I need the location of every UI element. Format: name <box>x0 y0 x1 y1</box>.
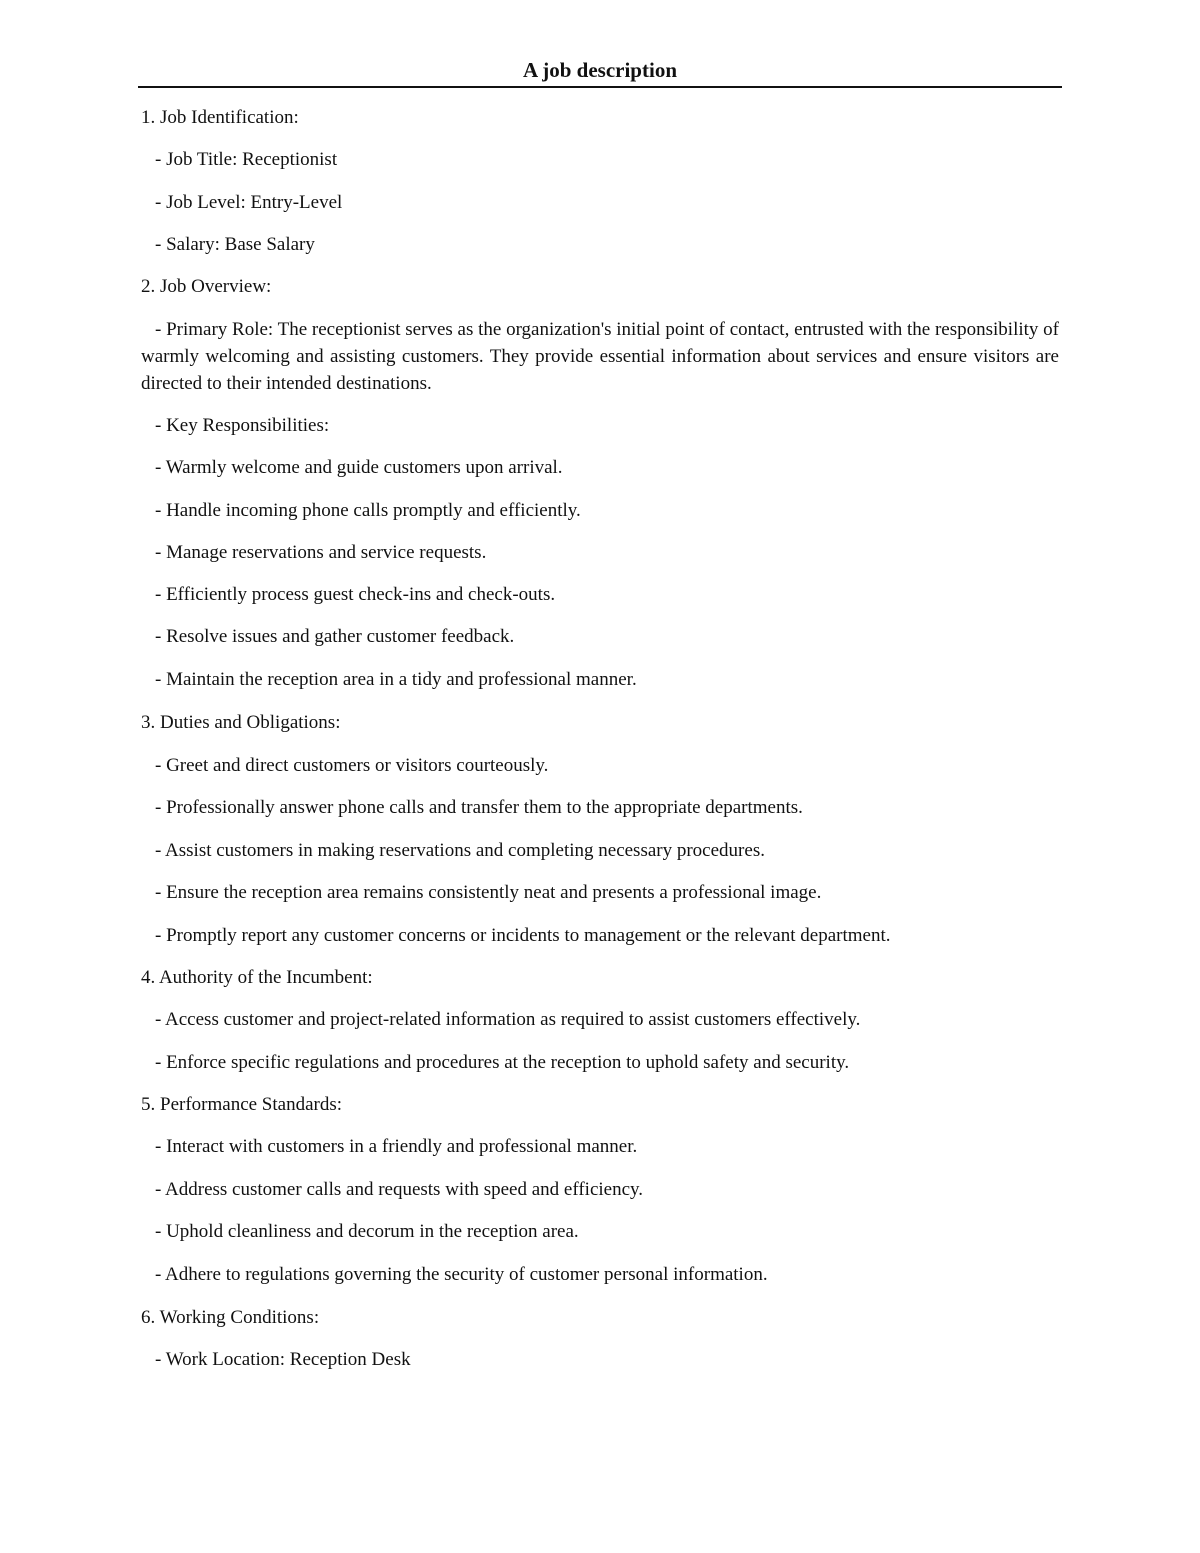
list-item: - Adhere to regulations governing the security of customer personal information. <box>155 1264 768 1285</box>
section-heading-job-identification: 1. Job Identification: <box>141 107 299 128</box>
list-item: - Interact with customers in a friendly and professional manner. <box>155 1136 638 1157</box>
list-item: - Maintain the reception area in a tidy and professional manner. <box>155 669 637 690</box>
section-heading-performance-standards: 5. Performance Standards: <box>141 1094 343 1115</box>
key-responsibilities-heading: - Key Responsibilities: <box>155 415 330 436</box>
list-item: - Resolve issues and gather customer feedback. <box>155 626 515 647</box>
list-item: - Job Level: Entry-Level <box>155 192 343 213</box>
section-heading-authority: 4. Authority of the Incumbent: <box>141 967 373 988</box>
list-item: - Assist customers in making reservations and completing necessary procedures. <box>155 840 765 861</box>
title-underline <box>138 86 1062 88</box>
list-item: - Professionally answer phone calls and transfer them to the appropriate departments. <box>155 797 803 818</box>
list-item: - Efficiently process guest check-ins and check-outs. <box>155 584 556 605</box>
section-heading-working-conditions: 6. Working Conditions: <box>141 1307 320 1328</box>
section-heading-job-overview: 2. Job Overview: <box>141 276 272 297</box>
list-item: - Ensure the reception area remains consistently neat and presents a professional image. <box>155 882 822 903</box>
list-item: - Warmly welcome and guide customers upon arrival. <box>155 457 563 478</box>
list-item: - Uphold cleanliness and decorum in the reception area. <box>155 1221 579 1242</box>
list-item: - Greet and direct customers or visitors courteously. <box>155 755 549 776</box>
section-heading-duties-obligations: 3. Duties and Obligations: <box>141 712 341 733</box>
list-item: - Work Location: Reception Desk <box>155 1349 411 1370</box>
list-item: - Job Title: Receptionist <box>155 149 338 170</box>
list-item: - Salary: Base Salary <box>155 234 315 255</box>
list-item: - Promptly report any customer concerns or incidents to management or the relevant department. <box>155 925 891 946</box>
list-item: - Handle incoming phone calls promptly and efficiently. <box>155 500 581 521</box>
list-item: - Access customer and project-related information as required to assist customers effectively. <box>155 1009 861 1030</box>
list-item: - Manage reservations and service requests. <box>155 542 487 563</box>
primary-role-paragraph: - Primary Role: The receptionist serves as the organization's initial point of contact, entrusted with the responsibility of warmly welcoming and assisting customers. They provide essential information about services and ensure visitors are directed to their intended destinations. <box>141 319 1059 394</box>
document-title: A job description <box>522 58 677 82</box>
list-item: - Enforce specific regulations and procedures at the reception to uphold safety and security. <box>155 1052 850 1073</box>
list-item: - Address customer calls and requests with speed and efficiency. <box>155 1179 644 1200</box>
